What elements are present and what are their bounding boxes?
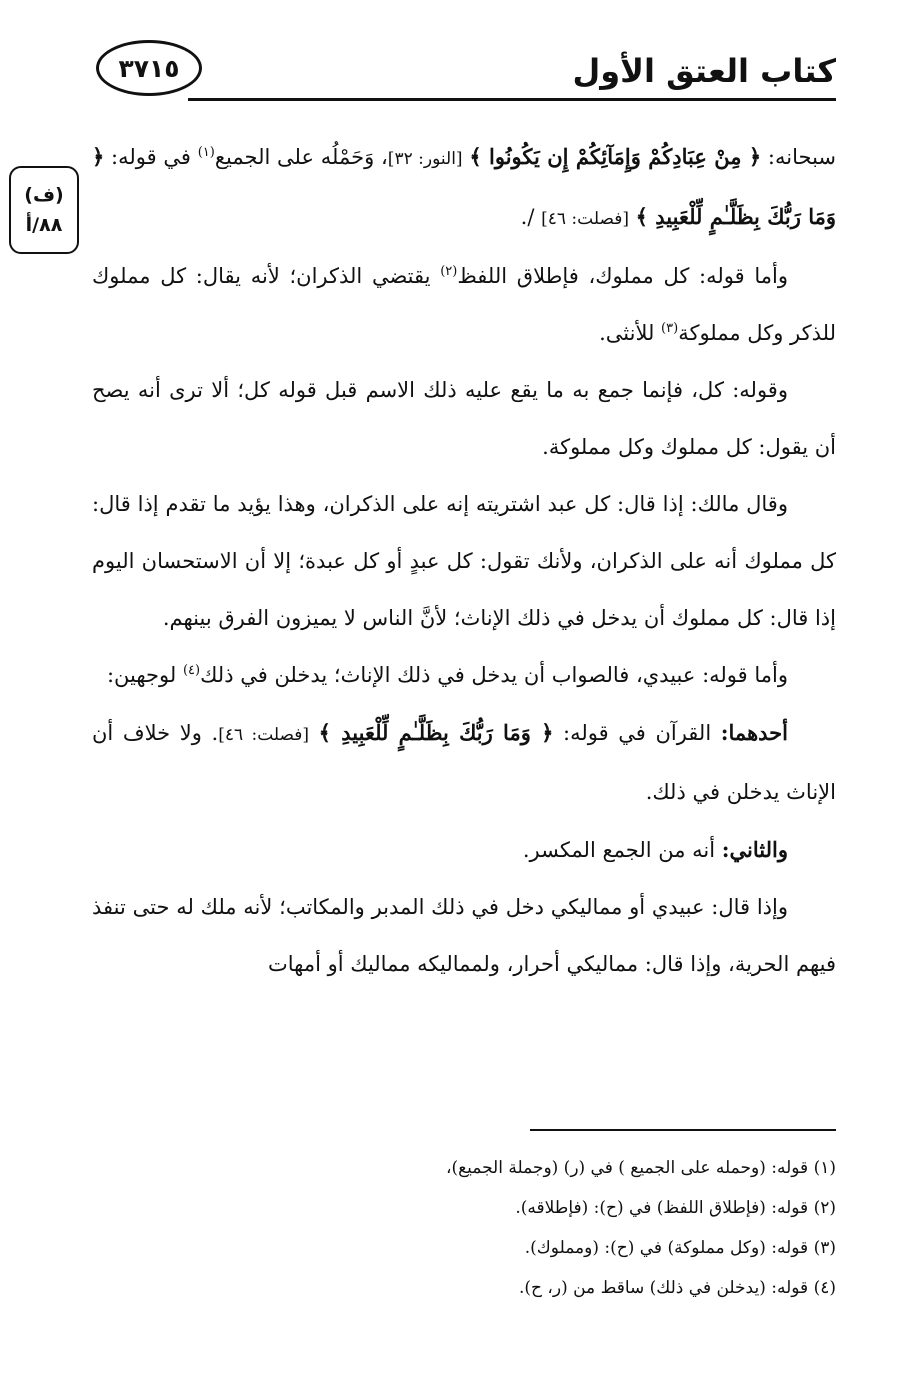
- quran-verse: ﴿ وَمَا رَبُّكَ بِظَلَّـٰمٍ لِّلْعَبِيدِ ﴾: [318, 720, 554, 745]
- text-run: وقال مالك: إذا قال: كل عبد اشتريته إنه على الذكران، وهذا يؤيد ما تقدم إذا قال: كل مملوك أنه على الذكران، ولأنك تقول: كل عبدٍ أو كل عبدة؛ إلا أن الاستحسان اليوم إذا قال: كل مملوك أن يدخل في ذلك الإناث؛ لأنَّ الناس لا يميزون الفرق بينهم.: [92, 492, 836, 630]
- text-run: لوجهين:: [106, 663, 183, 687]
- footnote: (٣) قوله: (وكل مملوكة) في (ح): (ومملوك).: [524, 1238, 836, 1258]
- footnote-reference: (١): [197, 145, 215, 160]
- text-run: . ولا خلاف أن الإناث يدخلن في ذلك.: [92, 721, 836, 804]
- text-run: في قوله:: [104, 145, 198, 169]
- text-run: وإذا قال: عبيدي أو مماليكي دخل في ذلك المدبر والمكاتب؛ لأنه ملك له حتى تنفذ فيهم الحرية، وإذا قال: مماليكي أحرار، ولمماليكه مماليك أو أمهات: [92, 895, 836, 976]
- text-run: [309, 721, 319, 745]
- footnote-reference: (٤): [182, 663, 201, 678]
- paragraph: [92, 704, 836, 821]
- verse-reference: [النور: ٣٢]: [387, 149, 463, 169]
- folio-marker-number: ٨٨/أ: [25, 214, 63, 236]
- page-number-badge: [96, 40, 202, 96]
- verse-reference: [فصلت: ٤٦]: [218, 725, 310, 745]
- text-run: وأما قوله: عبيدي، فالصواب أن يدخل في ذلك الإناث؛ يدخلن في ذلك: [200, 663, 788, 687]
- text-run: أنه من الجمع المكسر.: [522, 838, 722, 862]
- paragraph: [92, 128, 836, 248]
- verse-reference: [فصلت: ٤٦]: [541, 209, 629, 229]
- footnote: (٢) قوله: (فإطلاق اللفظ) في (ح): (فإطلاقه).: [515, 1198, 836, 1218]
- footnote: (٤) قوله: (يدخلن في ذلك) ساقط من (ر، ح).: [518, 1278, 836, 1298]
- paragraph: [92, 821, 836, 879]
- text-run: للأنثى.: [599, 321, 662, 345]
- paragraph: [92, 476, 836, 647]
- paragraph: [92, 248, 836, 362]
- footnote-divider: [530, 1129, 836, 1131]
- point-label: والثاني:: [721, 837, 788, 862]
- text-run: سبحانه:: [761, 145, 837, 169]
- header-divider: [188, 98, 836, 101]
- main-text: [92, 128, 836, 993]
- point-label: أحدهما:: [720, 720, 788, 745]
- paragraph: [92, 879, 836, 993]
- footnotes: [200, 1148, 836, 1308]
- page-number: ٣٧١٥: [118, 53, 180, 83]
- paragraph: [92, 362, 836, 476]
- text-run: وأما قوله: كل مملوك، فإطلاق اللفظ: [457, 264, 788, 288]
- folio-marker-source: (ف): [24, 184, 64, 206]
- text-run: يقتضي الذكران؛ لأنه يقال: كل مملوك للذكر وكل مملوكة: [92, 264, 836, 345]
- manuscript-folio-marker: [9, 166, 79, 254]
- quran-verse: ﴿ وَمَا رَبُّكَ بِظَلَّـٰمٍ لِّلْعَبِيدِ ﴾: [92, 144, 836, 229]
- text-run: القرآن في قوله:: [553, 721, 721, 745]
- page-header: [88, 40, 836, 102]
- text-run: /.: [520, 205, 542, 229]
- footnote-reference: (٢): [440, 264, 458, 279]
- book-title: كتاب العتق الأول: [572, 52, 836, 90]
- text-run: [629, 205, 636, 229]
- footnote-reference: (٣): [661, 321, 679, 336]
- quran-verse: ﴿ مِنْ عِبَادِكُمْ وَإِمَآئِكُمْ إِن يَكُونُوا ﴾: [469, 144, 762, 169]
- paragraph: [92, 647, 836, 704]
- footnote: (١) قوله: (وحمله على الجميع ) في (ر) (وجملة الجميع)،: [445, 1158, 836, 1178]
- text-run: ، وَحَمْلُه على الجميع: [214, 145, 388, 169]
- text-run: وقوله: كل، فإنما جمع به ما يقع عليه ذلك الاسم قبل قوله كل؛ ألا ترى أنه يصح أن يقول: كل مملوك وكل مملوكة.: [92, 378, 836, 459]
